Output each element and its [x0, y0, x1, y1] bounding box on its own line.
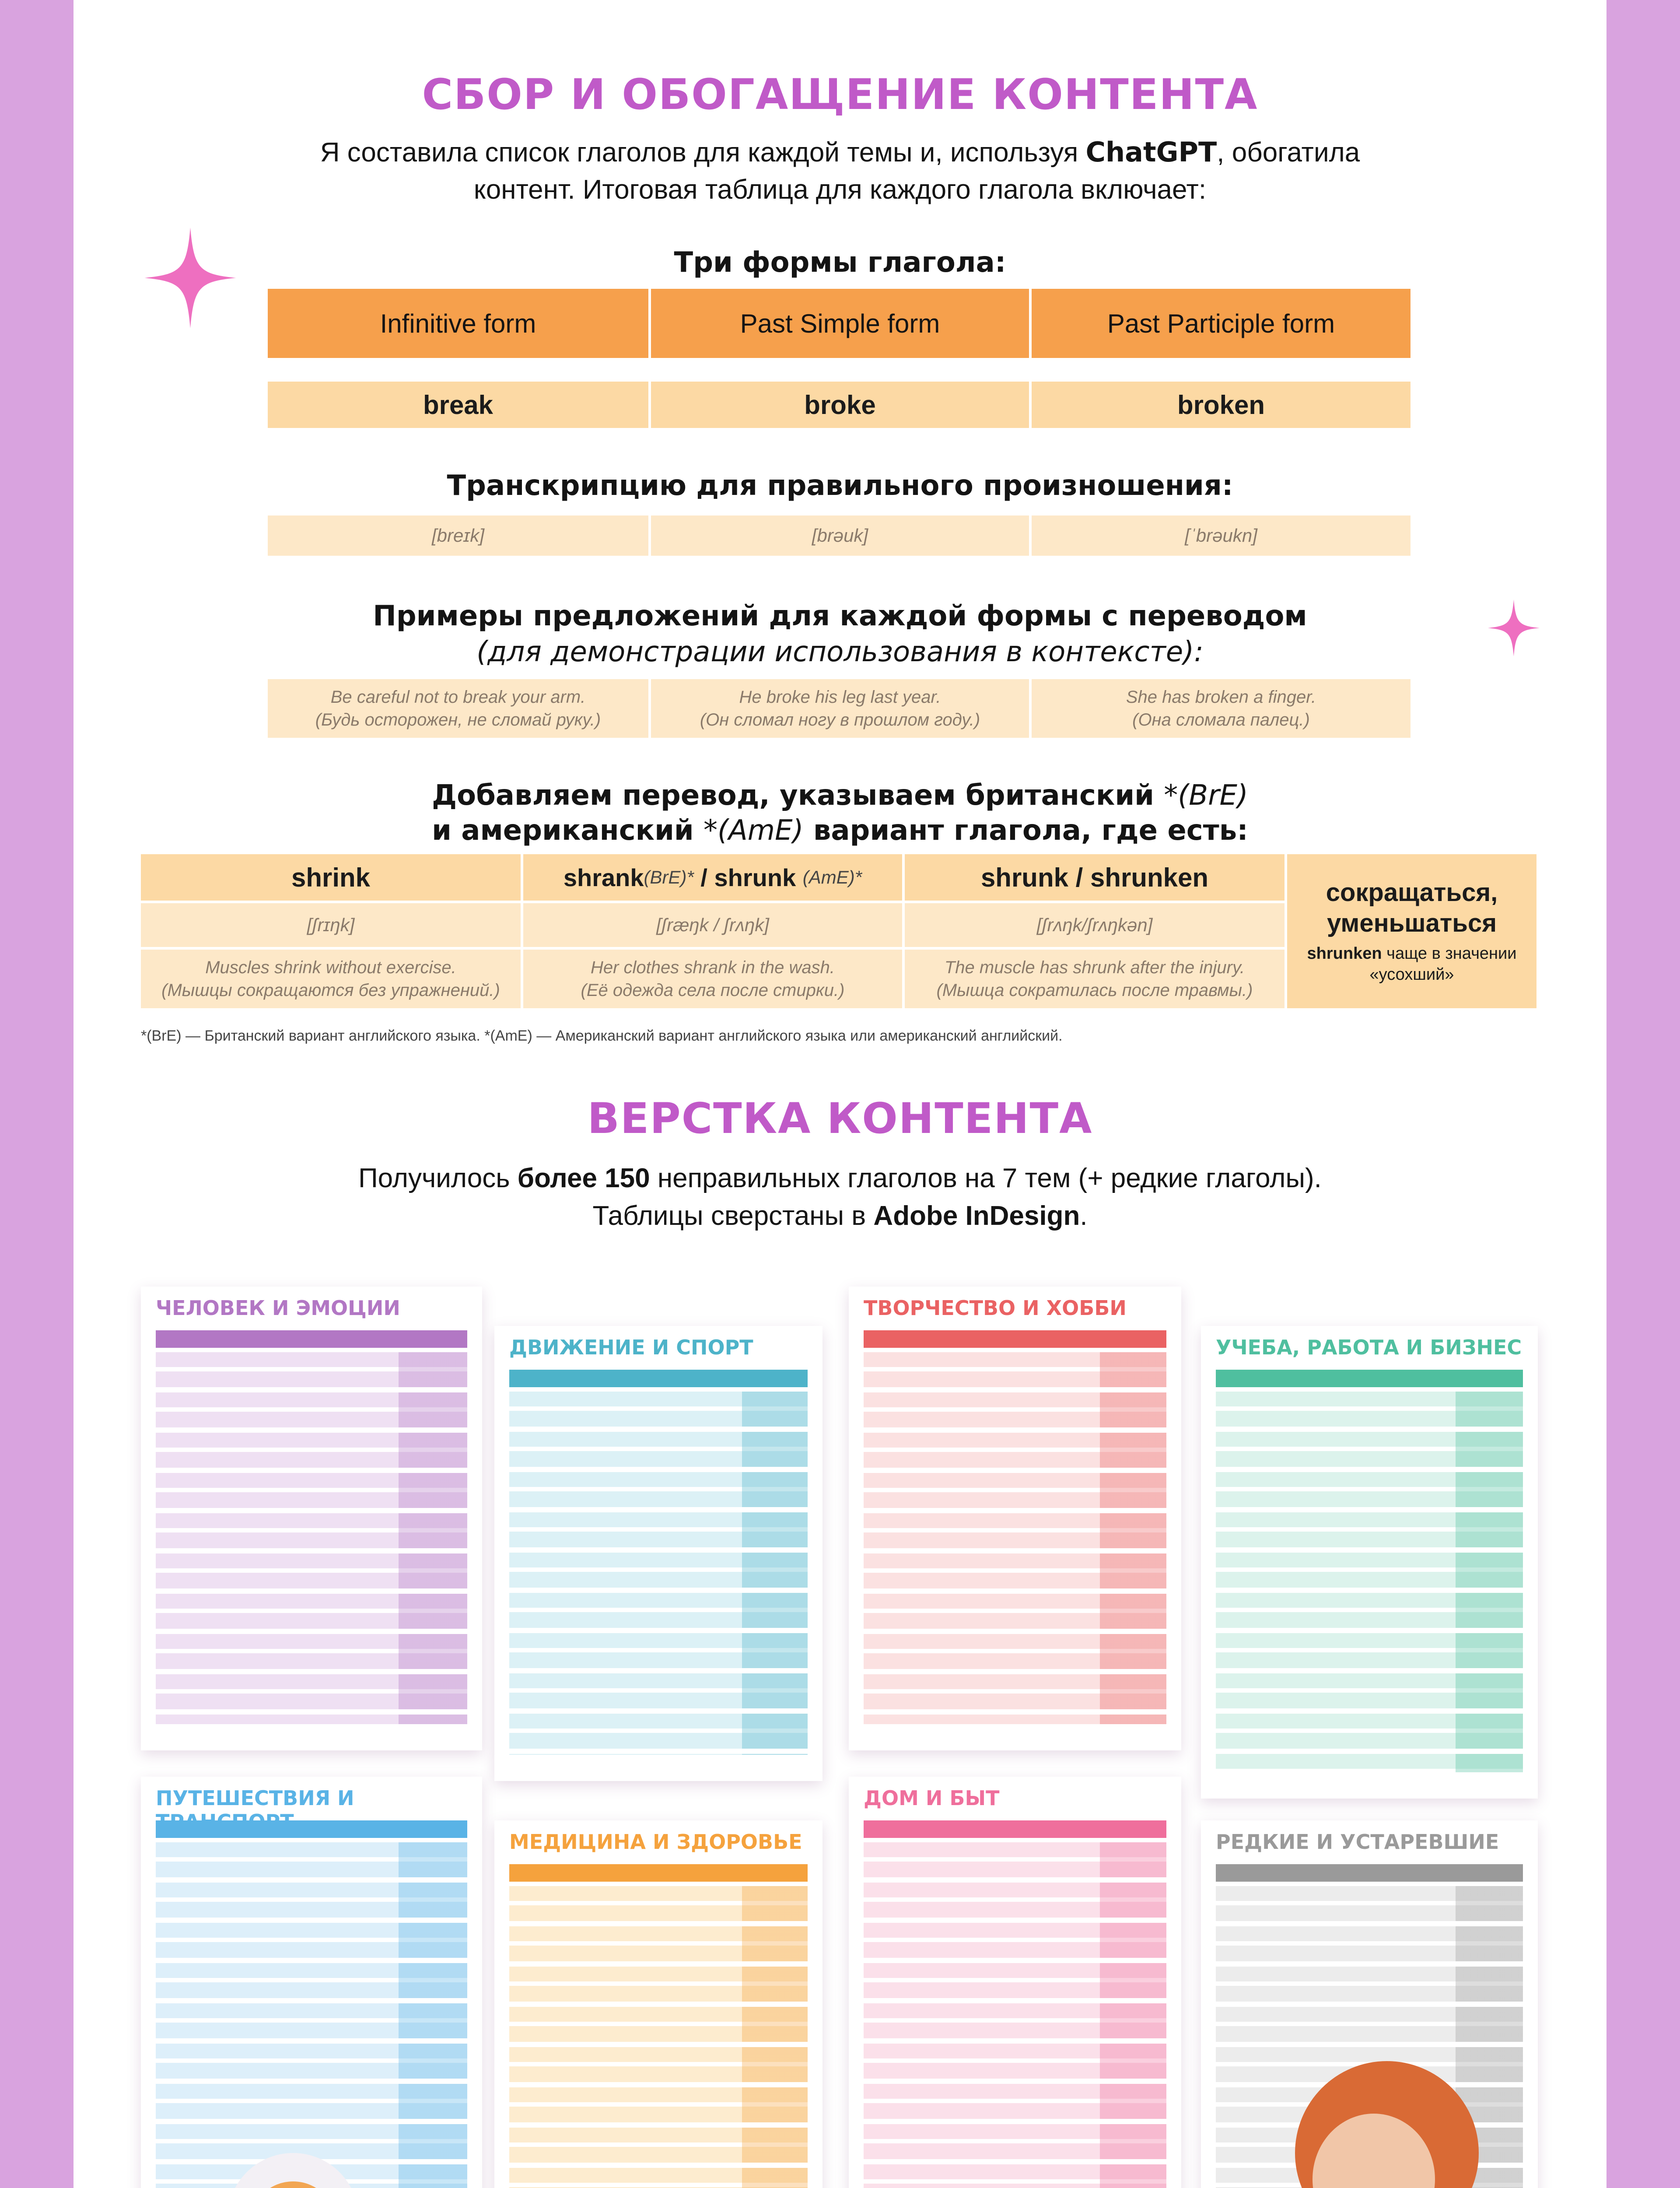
- table-thumbnail: [849, 1287, 1181, 1750]
- thumbnail-rows: [1216, 1392, 1523, 1772]
- thumbnail-header: [1216, 1864, 1523, 1882]
- shrink-infinitive: shrink: [141, 854, 521, 901]
- shrink-transcription-past: [ʃræŋk / ʃrʌŋk]: [523, 903, 902, 947]
- examples-subheading: (для демонстрации использования в контексте):: [476, 636, 1204, 668]
- thumbnail-title: РЕДКИЕ И УСТАРЕВШИЕ: [1216, 1830, 1499, 1854]
- transcription-past-participle: [ˈbrəukn]: [1032, 515, 1410, 556]
- thumbnail-header: [1216, 1370, 1523, 1387]
- shrink-past-simple: shrank (BrE)* / shrunk (AmE)*: [523, 854, 902, 901]
- header-infinitive: Infinitive form: [268, 289, 648, 358]
- thumbnail-header: [864, 1820, 1166, 1838]
- variants-heading-2: и американский *(AmE) вариант глагола, где есть:: [432, 814, 1248, 847]
- shrink-past-participle: shrunk / shrunken: [905, 854, 1284, 901]
- thumbnail-title: ТВОРЧЕСТВО И ХОББИ: [864, 1296, 1127, 1320]
- value-infinitive: break: [268, 382, 648, 428]
- thumbnail-rows: [156, 1352, 467, 1724]
- astronaut-cat-illustration: [192, 2131, 420, 2188]
- section-title-content: СБОР И ОБОГАЩЕНИЕ КОНТЕНТА: [422, 70, 1258, 119]
- characters-right-illustration: [1072, 2022, 1588, 2188]
- header-past-simple: Past Simple form: [651, 289, 1029, 358]
- example-infinitive: Be careful not to break your arm. (Будь осторожен, не сломай руку.): [268, 679, 648, 738]
- section-title-layout: ВЕРСТКА КОНТЕНТА: [587, 1094, 1093, 1143]
- intro-line-1: Я составила список глаголов для каждой темы и, используя ChatGPT, обогатила: [320, 136, 1360, 168]
- table-thumbnail: [494, 1820, 822, 2188]
- intro-line-2: контент. Итоговая таблица для каждого глагола включает:: [473, 175, 1207, 205]
- shrink-example-pp: The muscle has shrunk after the injury. (Мышца сократилась после травмы.): [905, 950, 1284, 1008]
- thumbnail-title: ЧЕЛОВЕК И ЭМОЦИИ: [156, 1296, 400, 1320]
- variants-footnote: *(BrE) — Британский вариант английского языка. *(AmE) — Американский вариант английского языка или американский английский.: [141, 1027, 1063, 1044]
- thumbnail-title: ПУТЕШЕСТВИЯ И: [156, 1786, 354, 1810]
- thumbnail-header: [509, 1864, 808, 1882]
- thumbnail-rows: [509, 1886, 808, 2188]
- value-past-participle: broken: [1032, 382, 1410, 428]
- thumbnail-title: МЕДИЦИНА И ЗДОРОВЬЕ: [509, 1830, 802, 1854]
- table-thumbnail: [494, 1326, 822, 1781]
- examples-heading: Примеры предложений для каждой формы с переводом: [373, 600, 1307, 632]
- value-past-simple: broke: [651, 382, 1029, 428]
- layout-line-1: Получилось более 150 неправильных глаголов на 7 тем (+ редкие глаголы).: [358, 1163, 1322, 1193]
- shrink-example-inf: Muscles shrink without exercise. (Мышцы сокращаются без упражнений.): [141, 950, 521, 1008]
- thumbnail-header: [509, 1370, 808, 1387]
- transcription-heading: Транскрипцию для правильного произношения:: [447, 470, 1233, 502]
- thumbnail-header: [156, 1330, 467, 1348]
- header-past-participle: Past Participle form: [1032, 289, 1410, 358]
- thumbnail-header: [864, 1330, 1166, 1348]
- example-past-participle: She has broken a finger. (Она сломала палец.): [1032, 679, 1410, 738]
- table-thumbnail: [1201, 1326, 1538, 1799]
- thumbnail-rows: [864, 1352, 1166, 1724]
- shrink-translation: сокращаться, уменьшаться shrunken чаще в значении «усохший»: [1287, 854, 1536, 1008]
- thumbnail-title: ДОМ И БЫТ: [864, 1786, 1000, 1810]
- transcription-infinitive: [breɪk]: [268, 515, 648, 556]
- example-past-simple: He broke his leg last year. (Он сломал ногу в прошлом году.): [651, 679, 1029, 738]
- thumbnail-title: ДВИЖЕНИЕ И СПОРТ: [509, 1336, 753, 1359]
- transcription-past-simple: [brəuk]: [651, 515, 1029, 556]
- forms-heading: Три формы глагола:: [674, 246, 1006, 279]
- table-thumbnail: [141, 1287, 482, 1750]
- table-thumbnail: [141, 1777, 482, 2188]
- thumbnail-title: УЧЕБА, РАБОТА И БИЗНЕС: [1216, 1336, 1522, 1359]
- thumbnail-header: [156, 1820, 467, 1838]
- layout-line-2: Таблицы сверстаны в Adobe InDesign.: [592, 1201, 1088, 1231]
- shrink-transcription-pp: [ʃrʌŋk/ʃrʌŋkən]: [905, 903, 1284, 947]
- shrink-example-past: Her clothes shrank in the wash. (Её одежда села после стирки.): [523, 950, 902, 1008]
- shrink-transcription-inf: [ʃrɪŋk]: [141, 903, 521, 947]
- variants-heading-1: Добавляем перевод, указываем британский *(BrE): [432, 779, 1248, 812]
- thumbnail-rows: [509, 1392, 808, 1755]
